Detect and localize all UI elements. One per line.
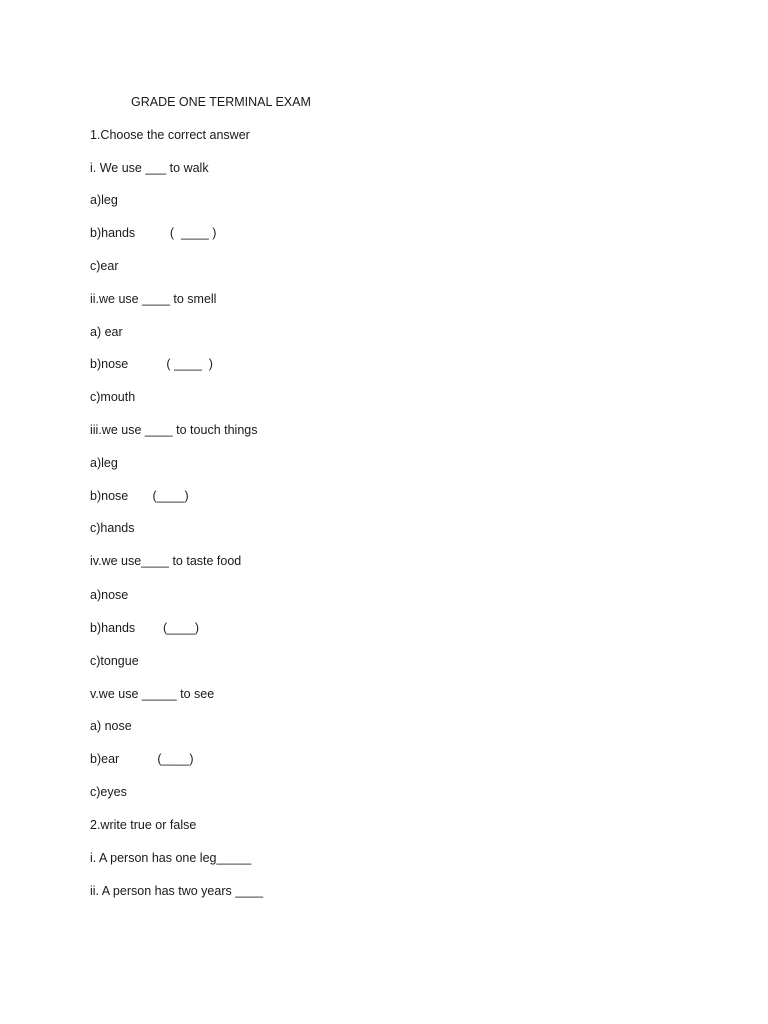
option-line: c)hands <box>90 521 135 535</box>
question-line: iii.we use ____ to touch things <box>90 423 258 437</box>
option-line: b)nose ( ____ ) <box>90 357 213 371</box>
option-line: a)leg <box>90 456 118 470</box>
section-heading: 1.Choose the correct answer <box>90 128 250 142</box>
statement-line: i. A person has one leg_____ <box>90 851 252 865</box>
option-line: b)hands (____) <box>90 621 200 635</box>
question-line: iv.we use____ to taste food <box>90 554 242 568</box>
option-line: c)eyes <box>90 785 127 799</box>
option-line: b)hands ( ____ ) <box>90 226 217 240</box>
option-line: b)nose (____) <box>90 489 189 503</box>
option-line: a)leg <box>90 193 118 207</box>
option-line: a) nose <box>90 719 132 733</box>
option-line: b)ear (____) <box>90 752 194 766</box>
option-line: a) ear <box>90 325 123 339</box>
option-line: c)ear <box>90 259 119 273</box>
option-line: c)mouth <box>90 390 136 404</box>
question-line: v.we use _____ to see <box>90 687 215 701</box>
section-heading: 2.write true or false <box>90 818 197 832</box>
option-line: c)tongue <box>90 654 139 668</box>
question-line: ii.we use ____ to smell <box>90 292 217 306</box>
question-line: i. We use ___ to walk <box>90 161 209 175</box>
option-line: a)nose <box>90 588 129 602</box>
statement-line: ii. A person has two years ____ <box>90 884 264 898</box>
page-title: GRADE ONE TERMINAL EXAM <box>131 95 311 109</box>
